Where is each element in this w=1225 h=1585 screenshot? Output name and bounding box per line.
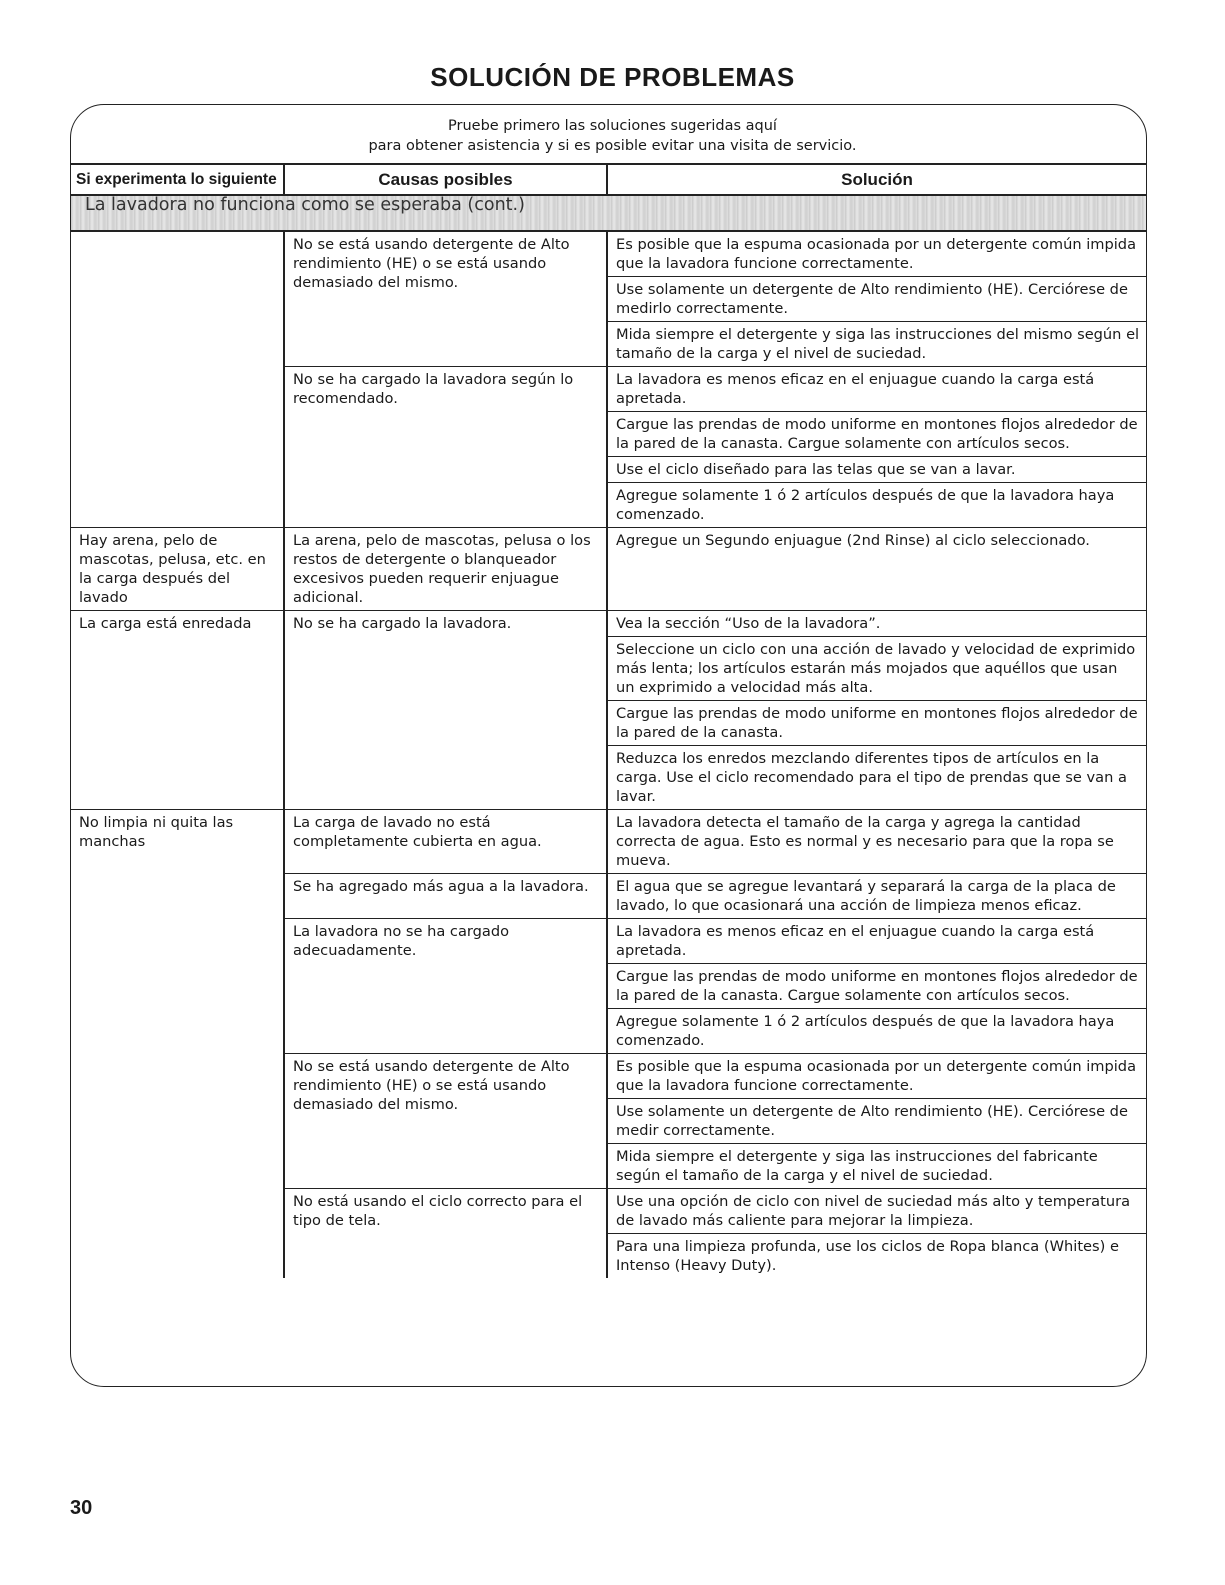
solution-cell: Use solamente un detergente de Alto rendimiento (HE). Cerciórese de medir correctamente. [607, 1099, 1146, 1144]
header-causes: Causas posibles [284, 164, 607, 195]
solution-cell: Agregue solamente 1 ó 2 artículos después de que la lavadora haya comenzado. [607, 1009, 1146, 1054]
problem-cell [71, 231, 284, 528]
table-row [71, 810, 1146, 874]
solution-cell: Mida siempre el detergente y siga las instrucciones del fabricante según el tamaño de la carga y el nivel de suciedad. [607, 1144, 1146, 1189]
page-title: SOLUCIÓN DE PROBLEMAS [430, 62, 795, 92]
solution-cell: Vea la sección “Uso de la lavadora”. [607, 611, 1146, 637]
cause-cell: No se ha cargado la lavadora según lo recomendado. [284, 367, 607, 528]
problem-cell: No limpia ni quita las manchas [71, 810, 284, 1279]
cause-cell: No se está usando detergente de Alto rendimiento (HE) o se está usando demasiado del mismo. [284, 1054, 607, 1189]
problem-cell: Hay arena, pelo de mascotas, pelusa, etc. en la carga después del lavado [71, 528, 284, 611]
solution-cell: Use solamente un detergente de Alto rendimiento (HE). Cerciórese de medirlo correctamente. [607, 277, 1146, 322]
solution-cell: Cargue las prendas de modo uniforme en montones flojos alrededor de la pared de la canasta. Cargue solamente con artículos secos. [607, 964, 1146, 1009]
header-row [71, 164, 1146, 195]
troubleshooting-table [71, 163, 1146, 1278]
solution-cell: Cargue las prendas de modo uniforme en montones flojos alrededor de la pared de la canasta. Cargue solamente con artículos secos. [607, 412, 1146, 457]
table-row [71, 611, 1146, 637]
table-row [71, 528, 1146, 611]
solution-cell: La lavadora es menos eficaz en el enjuague cuando la carga está apretada. [607, 919, 1146, 964]
solution-cell: Cargue las prendas de modo uniforme en montones flojos alrededor de la pared de la canasta. [607, 701, 1146, 746]
section-row [71, 195, 1146, 231]
solution-cell: La lavadora detecta el tamaño de la carga y agrega la cantidad correcta de agua. Esto es normal y es necesario para que la ropa se mueva. [607, 810, 1146, 874]
intro-line-1: Pruebe primero las soluciones sugeridas aquí [448, 118, 777, 134]
intro-text [0, 116, 1225, 156]
solution-cell: Es posible que la espuma ocasionada por un detergente común impida que la lavadora funcione correctamente. [607, 1054, 1146, 1099]
solution-cell: Es posible que la espuma ocasionada por un detergente común impida que la lavadora funcione correctamente. [607, 231, 1146, 277]
solution-cell: Reduzca los enredos mezclando diferentes tipos de artículos en la carga. Use el ciclo recomendado para el tipo de prendas que se van a lavar. [607, 746, 1146, 810]
cause-cell: No se está usando detergente de Alto rendimiento (HE) o se está usando demasiado del mismo. [284, 231, 607, 367]
solution-cell: Para una limpieza profunda, use los ciclos de Ropa blanca (Whites) e Intenso (Heavy Duty). [607, 1234, 1146, 1279]
problem-cell: La carga está enredada [71, 611, 284, 810]
cause-cell: Se ha agregado más agua a la lavadora. [284, 874, 607, 919]
intro-line-2: para obtener asistencia y si es posible evitar una visita de servicio. [368, 138, 857, 154]
page-number: 30 [70, 1497, 93, 1519]
solution-cell: Seleccione un ciclo con una acción de lavado y velocidad de exprimido más lenta; los artículos estarán más mojados que aquéllos que usan un exprimido a velocidad más alta. [607, 637, 1146, 701]
cause-cell: La carga de lavado no está completamente cubierta en agua. [284, 810, 607, 874]
solution-cell: Agregue solamente 1 ó 2 artículos después de que la lavadora haya comenzado. [607, 483, 1146, 528]
table-row [71, 231, 1146, 277]
cause-cell: No está usando el ciclo correcto para el tipo de tela. [284, 1189, 607, 1279]
cause-cell: La arena, pelo de mascotas, pelusa o los restos de detergente o blanqueador excesivos pueden requerir enjuague adicional. [284, 528, 607, 611]
solution-cell: Use una opción de ciclo con nivel de suciedad más alto y temperatura de lavado más caliente para mejorar la limpieza. [607, 1189, 1146, 1234]
solution-cell: Agregue un Segundo enjuague (2nd Rinse) al ciclo seleccionado. [607, 528, 1146, 611]
cause-cell: La lavadora no se ha cargado adecuadamente. [284, 919, 607, 1054]
cause-cell: No se ha cargado la lavadora. [284, 611, 607, 810]
header-problem: Si experimenta lo siguiente [71, 164, 284, 195]
solution-cell: La lavadora es menos eficaz en el enjuague cuando la carga está apretada. [607, 367, 1146, 412]
solution-cell: Use el ciclo diseñado para las telas que se van a lavar. [607, 457, 1146, 483]
header-solution: Solución [607, 164, 1146, 195]
solution-cell: El agua que se agregue levantará y separará la carga de la placa de lavado, lo que ocasionará una acción de limpieza menos eficaz. [607, 874, 1146, 919]
solution-cell: Mida siempre el detergente y siga las instrucciones del mismo según el tamaño de la carga y el nivel de suciedad. [607, 322, 1146, 367]
section-title: La lavadora no funciona como se esperaba (cont.) [71, 195, 1146, 231]
